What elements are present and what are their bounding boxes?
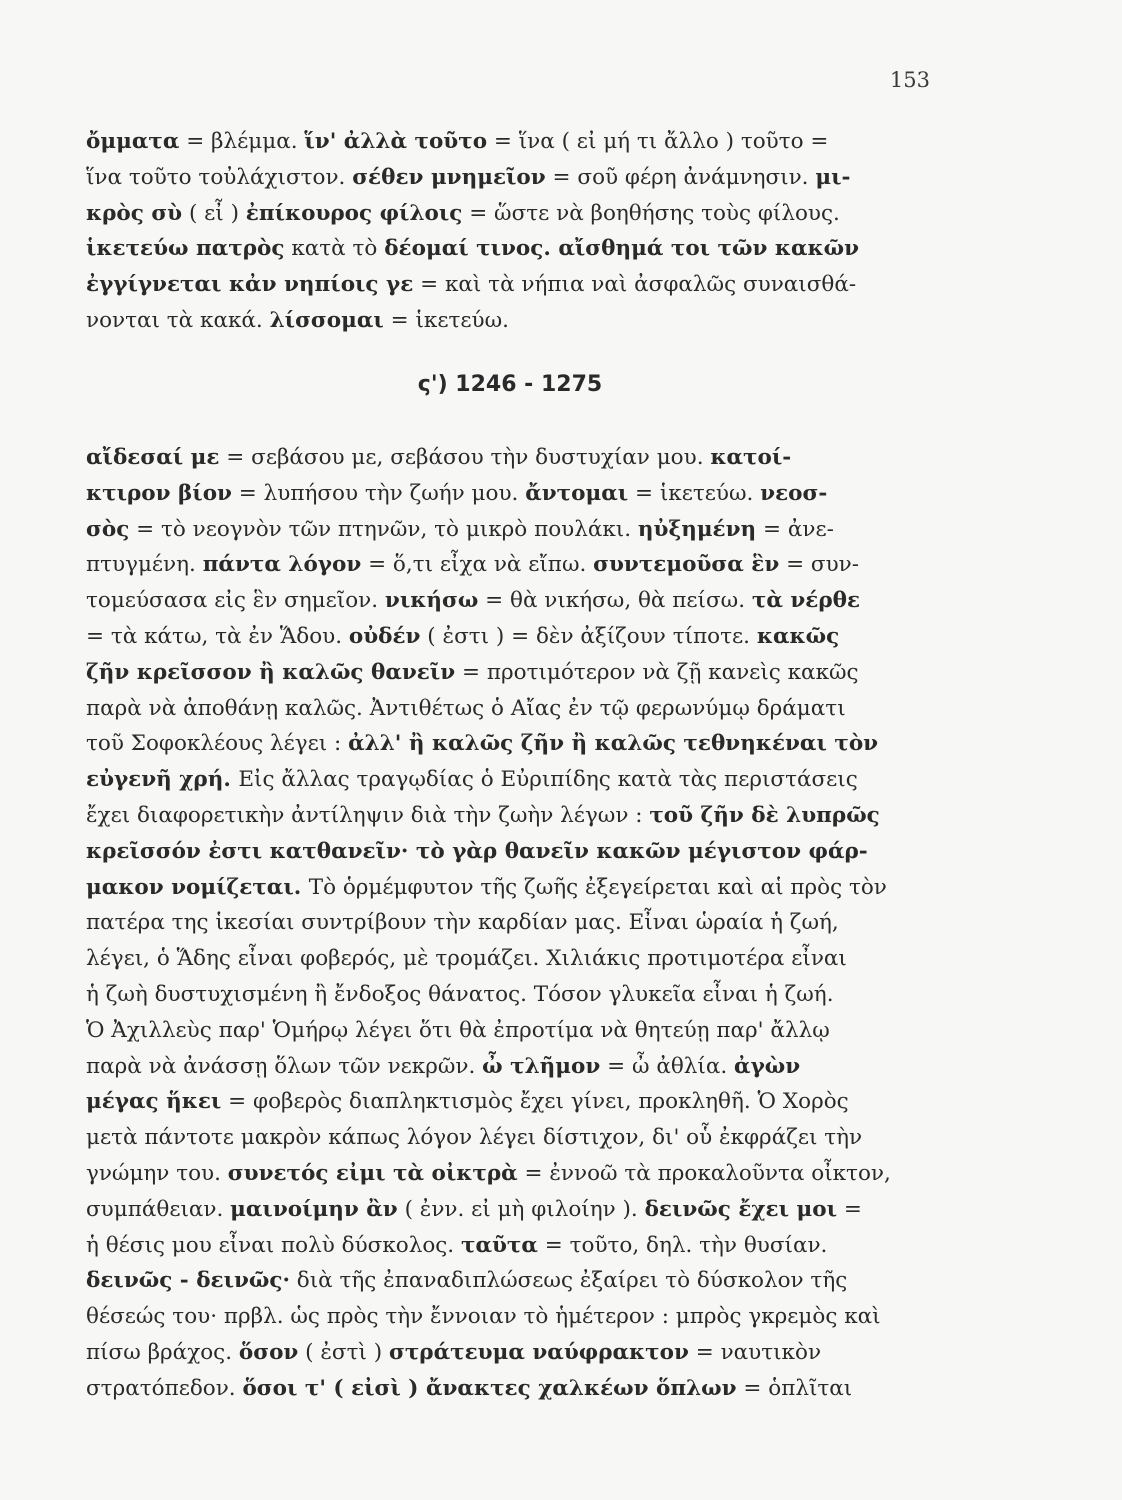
gloss-text: = ἵνα ( εἰ μή τι ἄλλο ) τοῦτο = — [487, 129, 829, 154]
gloss-text: = φοβερὸς διαπληκτισμὸς ἔχει γίνει, προκληθῆ. Ὁ Χορὸς — [221, 1089, 849, 1115]
gloss-text: παρὰ νὰ ἀποθάνῃ καλῶς. Ἀντιθέτως ὁ Αἴας ἐν τῷ φερωνύμῳ δράματι — [86, 695, 846, 721]
lemma-term: κρεῖσσόν ἐστι κατθανεῖν· τὸ γὰρ θανεῖν κακῶν μέγιστον φάρ- — [86, 838, 868, 864]
text-line — [86, 905, 934, 941]
commentary-block-intro — [86, 124, 934, 339]
lemma-term: ζῆν κρεῖσσον ἢ καλῶς θανεῖν — [86, 659, 456, 685]
gloss-text: = ἀνε- — [756, 516, 834, 542]
gloss-text: ( ἐνν. εἰ μὴ φιλοίην ). — [397, 1196, 645, 1222]
gloss-text: ἵνα τοῦτο τοὐλάχιστον. — [86, 164, 353, 190]
gloss-text: μετὰ πάντοτε μακρὸν κάπως λόγον λέγει δίστιχον, δι' οὗ ἐκφράζει τὴν — [86, 1125, 863, 1151]
lemma-term: μι- — [815, 164, 851, 190]
lemma-term: μαινοίμην ἂν — [230, 1196, 398, 1222]
gloss-text: = σοῦ φέρη ἀνάμνησιν. — [545, 164, 816, 190]
gloss-text: = τὰ κάτω, τὰ ἐν Ἅδου. — [86, 623, 349, 649]
gloss-text: = βλέμμα. — [179, 129, 305, 154]
lemma-term: δέομαί τινος. αἴσθημά τοι τῶν κακῶν — [384, 236, 860, 262]
text-line — [86, 440, 934, 476]
text-line — [86, 512, 934, 548]
lemma-term: κακῶς — [756, 623, 840, 649]
gloss-text: διὰ τῆς ἐπαναδιπλώσεως ἐξαίρει τὸ δύσκολον τῆς — [289, 1268, 848, 1294]
lemma-term: ἵν' ἀλλὰ τοῦτο — [304, 129, 488, 154]
gloss-text: = ἱκετεύω. — [383, 307, 509, 333]
text-line — [86, 583, 934, 619]
lemma-term: δεινῶς ἔχει μοι — [644, 1196, 837, 1222]
lemma-term: δεινῶς - δεινῶς· — [86, 1268, 290, 1294]
text-line — [86, 1084, 934, 1120]
gloss-text: συμπάθειαν. — [86, 1196, 231, 1222]
lemma-term: κτιρον βίον — [86, 480, 232, 506]
gloss-text: ἡ ζωὴ δυστυχισμένη ἢ ἔνδοξος θάνατος. Τόσον γλυκεῖα εἶναι ἡ ζωή. — [86, 981, 834, 1007]
text-line — [86, 267, 934, 303]
text-line — [86, 655, 934, 691]
text-line — [86, 231, 934, 267]
gloss-text: = τὸ νεογνὸν τῶν πτηνῶν, τὸ μικρὸ πουλάκι. — [129, 516, 638, 542]
page-number: 153 — [889, 68, 930, 92]
text-line — [86, 1049, 934, 1085]
gloss-text: λέγει, ὁ Ἅδης εἶναι φοβερός, μὲ τρομάζει. Χιλιάκις προτιμοτέρα εἶναι — [86, 946, 847, 972]
gloss-text: ( εἶ ) — [182, 200, 246, 226]
lemma-term: εὐγενῆ χρή. — [86, 767, 239, 793]
text-line — [86, 1228, 934, 1264]
lemma-term: ἐπίκουρος φίλοις — [245, 200, 463, 226]
lemma-term: ὄμματα — [86, 129, 180, 154]
lemma-term: σέθεν μνημεῖον — [352, 164, 546, 190]
gloss-text: στρατόπεδον. — [86, 1375, 243, 1401]
lemma-term: στράτευμα ναύφρακτον — [388, 1339, 689, 1365]
lemma-term: συντεμοῦσα ἓν — [593, 552, 780, 578]
gloss-text: = προτιμότερον νὰ ζῇ κανεὶς κακῶς — [455, 659, 859, 685]
gloss-text: = ὅ,τι εἶχα νὰ εἴπω. — [361, 552, 594, 578]
text-line — [86, 124, 934, 160]
text-line — [86, 476, 934, 512]
gloss-text: = λυπήσου τὴν ζωήν μου. — [231, 480, 526, 506]
lemma-term: ἐγγίγνεται κἀν νηπίοις γε — [86, 272, 414, 298]
lemma-term: ὅσοι τ' ( εἰσὶ ) ἄνακτες χαλκέων ὅπλων — [242, 1375, 737, 1401]
text-line — [86, 691, 934, 727]
lemma-term: τὰ νέρθε — [751, 588, 861, 614]
lemma-term: λίσσομαι — [269, 307, 384, 333]
gloss-text: Εἰς ἄλλας τραγῳδίας ὁ Εὐριπίδης κατὰ τὰς περιστάσεις — [238, 767, 858, 793]
gloss-text: = καὶ τὰ νήπια ναὶ ἀσφαλῶς συναισθά- — [413, 272, 857, 298]
gloss-text: = ὥστε νὰ βοηθήσης τοὺς φίλους. — [462, 200, 840, 226]
lemma-term: αἴδεσαί με — [86, 445, 220, 470]
gloss-text: θέσεώς του· πρβλ. ὡς πρὸς τὴν ἔννοιαν τὸ ἡμέτερον : μπρὸς γκρεμὸς καὶ — [86, 1304, 881, 1330]
gloss-text: ( ἐστι ) = δὲν ἀξίζουν τίποτε. — [420, 623, 757, 649]
gloss-text: νονται τὰ κακά. — [86, 307, 270, 333]
lemma-term: ἱκετεύω πατρὸς — [86, 236, 285, 262]
text-line — [86, 941, 934, 977]
lemma-term: ὅσον — [238, 1339, 299, 1365]
text-line — [86, 1120, 934, 1156]
lemma-term: ἄντομαι — [525, 480, 629, 506]
text-line — [86, 834, 934, 870]
text-line — [86, 762, 934, 798]
gloss-text: γνώμην του. — [86, 1160, 228, 1186]
gloss-text: = σεβάσου με, σεβάσου τὴν δυστυχίαν μου. — [219, 445, 711, 470]
gloss-text: = συν- — [779, 552, 860, 578]
text-line — [86, 1156, 934, 1192]
gloss-text: = ἐννοῶ τὰ προκαλοῦντα οἶκτον, — [517, 1160, 891, 1186]
gloss-text: ἡ θέσις μου εἶναι πολὺ δύσκολος. — [86, 1232, 461, 1258]
text-line — [86, 1192, 934, 1228]
lemma-term: ταῦτα — [460, 1232, 538, 1258]
lemma-term: συνετός εἰμι τὰ οἰκτρὰ — [227, 1160, 518, 1186]
gloss-text: Ὁ Ἀχιλλεὺς παρ' Ὁμήρῳ λέγει ὅτι θὰ ἐπροτίμα νὰ θητεύῃ παρ' ἄλλῳ — [86, 1017, 830, 1043]
gloss-text: παρὰ νὰ ἀνάσσῃ ὅλων τῶν νεκρῶν. — [86, 1053, 483, 1079]
text-line — [86, 1299, 934, 1335]
text-line — [86, 798, 934, 834]
lemma-term: ὦ τλῆμον — [482, 1053, 601, 1079]
text-line — [86, 196, 934, 232]
text-line — [86, 303, 934, 339]
gloss-text: ἔχει διαφορετικὴν ἀντίληψιν διὰ τὴν ζωὴν λέγων : — [86, 802, 650, 828]
lemma-term: ἀλλ' ἢ καλῶς ζῆν ἢ καλῶς τεθνηκέναι τὸν — [348, 731, 879, 757]
text-line — [86, 977, 934, 1013]
lemma-term: νικήσω — [384, 588, 479, 614]
gloss-text: πατέρα της ἱκεσίαι συντρίβουν τὴν καρδίαν μας. Εἶναι ὡραία ἡ ζωή, — [86, 910, 839, 936]
lemma-term: πάντα λόγον — [202, 552, 362, 578]
commentary-block-main — [86, 440, 934, 1407]
gloss-text: τοῦ Σοφοκλέους λέγει : — [86, 731, 349, 757]
section-heading: ς') 1246 - 1275 — [417, 372, 603, 397]
text-line — [86, 726, 934, 762]
gloss-text: τομεύσασα εἰς ἓν σημεῖον. — [86, 588, 385, 614]
lemma-term: ἀγὼν — [734, 1053, 801, 1079]
lemma-term: μέγας ἥκει — [86, 1089, 222, 1115]
text-line — [86, 1263, 934, 1299]
lemma-term: μακον νομίζεται. — [86, 874, 309, 900]
text-line — [86, 1335, 934, 1371]
text-line — [86, 1371, 934, 1407]
gloss-text: = ὦ ἀθλία. — [600, 1053, 735, 1079]
text-line — [86, 160, 934, 196]
lemma-term: οὐδέν — [348, 623, 421, 649]
lemma-term: νεοσ- — [760, 480, 828, 506]
gloss-text: = — [837, 1196, 862, 1222]
gloss-text: = ἱκετεύω. — [628, 480, 761, 506]
gloss-text: = τοῦτο, δηλ. τὴν θυσίαν. — [537, 1232, 828, 1258]
gloss-text: κατὰ τὸ — [284, 236, 385, 262]
gloss-text: = θὰ νικήσω, θὰ πείσω. — [478, 588, 752, 614]
lemma-term: ηὐξημένη — [637, 516, 757, 542]
gloss-text: πίσω βράχος. — [86, 1339, 239, 1365]
lemma-term: κατοί- — [710, 445, 792, 470]
gloss-text: πτυγμένη. — [86, 552, 203, 578]
gloss-text: = ναυτικὸν — [688, 1339, 822, 1365]
lemma-term: τοῦ ζῆν δὲ λυπρῶς — [649, 802, 880, 828]
lemma-term: κρὸς σὺ — [86, 200, 183, 226]
gloss-text: Τὸ ὁρμέμφυτον τῆς ζωῆς ἐξεγείρεται καὶ αἱ πρὸς τὸν — [308, 874, 887, 900]
lemma-term: σὸς — [86, 516, 130, 542]
text-line — [86, 547, 934, 583]
text-line — [86, 870, 934, 906]
gloss-text: = ὁπλῖται — [736, 1375, 853, 1401]
text-line — [86, 1013, 934, 1049]
text-line — [86, 619, 934, 655]
gloss-text: ( ἐστὶ ) — [298, 1339, 389, 1365]
